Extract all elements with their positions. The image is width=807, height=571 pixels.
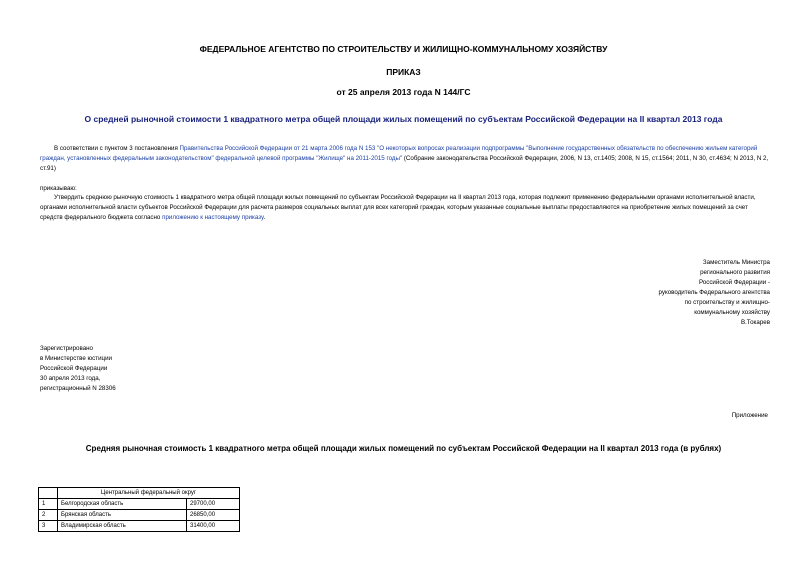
preamble-paragraph	[40, 144, 770, 174]
row-number: 1	[39, 499, 58, 510]
signature-line: Российской Федерации -	[698, 279, 770, 286]
signature-line: регионального развития	[700, 269, 770, 276]
preamble-prefix: В соответствии с пунктом 3 постановления	[54, 145, 180, 152]
document-type: ПРИКАЗ	[386, 67, 421, 77]
region-name: Брянская область	[58, 510, 187, 521]
table-row	[39, 499, 240, 510]
order-suffix: .	[263, 214, 266, 221]
registration-line: в Министерстве юстиции	[40, 355, 113, 362]
appendix-label: Приложение	[731, 412, 768, 419]
row-number: 2	[39, 510, 58, 521]
signature-line: по строительству и жилищно-	[684, 299, 770, 306]
signature-line: коммунальному хозяйству	[694, 309, 770, 316]
registration-line: регистрационный N 28306	[40, 385, 116, 392]
row-number: 3	[39, 521, 58, 532]
table-row	[39, 521, 240, 532]
signature-line: руководитель Федерального агентства	[658, 289, 770, 296]
signer-name: В.Токарев	[740, 319, 770, 326]
agency-name: ФЕДЕРАЛЬНОЕ АГЕНТСТВО ПО СТРОИТЕЛЬСТВУ И ЖИЛИЩНО-КОММУНАЛЬНОМУ ХОЗЯЙСТВУ	[199, 44, 608, 54]
order-prefix: Утвердить среднюю рыночную стоимость 1 квадратного метра общей площади жилых помещений по субъектам Российской Федерации на II квартал 2013 года, которая подлежит применению федеральными органами исполнительной власти, органами исполнительной власти субъектов Российской Федерации для расчета размеров социальных выплат для всех категорий граждан, которым указанные социальные выплаты предоставляются на приобретение жилых помещений за счет средств федерального бюджета согласно	[40, 194, 756, 221]
registration-block	[40, 344, 240, 394]
price-value: 31400,00	[187, 521, 240, 532]
region-name: Белгородская область	[58, 499, 187, 510]
region-name: Владимирская область	[58, 521, 187, 532]
ordered-word: приказываю:	[40, 185, 77, 192]
table-header-row	[39, 488, 240, 499]
price-table	[38, 487, 240, 532]
header-spacer	[39, 488, 58, 499]
signature-block	[600, 258, 770, 328]
registration-line: 30 апреля 2013 года,	[40, 375, 101, 382]
government-decree-link[interactable]: Правительства Российской Федерации от 21 марта 2006 года N 153 "О некоторых вопросах реализации подпрограммы "Выполнение государственных обязательств по обеспечению жильем категорий граждан, установленных федеральным законодательством" федеральной целевой программы "Жилище" на 2011-2015 годы"	[40, 145, 758, 162]
order-paragraph	[40, 193, 770, 223]
registration-line: Зарегистрировано	[40, 345, 93, 352]
appendix-link[interactable]: приложению к настоящему приказу	[162, 214, 264, 221]
registration-line: Российской Федерации	[40, 365, 108, 372]
price-value: 29700,00	[187, 499, 240, 510]
document-subject: О средней рыночной стоимости 1 квадратного метра общей площади жилых помещений по субъектам Российской Федерации на II квартал 2013 года	[84, 114, 723, 124]
district-header: Центральный федеральный округ	[58, 488, 240, 499]
table-row	[39, 510, 240, 521]
preamble-suffix: (Собрание законодательства Российской Федерации, 2006, N 13, ст.1405; 2008, N 15, ст.1564; 2011, N 30, ст.4634; N 2013, N 2, ст.91)	[40, 155, 769, 172]
appendix-title: Средняя рыночная стоимость 1 квадратного метра общей площади жилых помещений по субъектам Российской Федерации на II квартал 2013 года (в рублях)	[85, 444, 722, 453]
price-value: 26850,00	[187, 510, 240, 521]
document-date-number: от 25 апреля 2013 года N 144/ГС	[336, 87, 471, 97]
signature-line: Заместитель Министра	[702, 259, 770, 266]
